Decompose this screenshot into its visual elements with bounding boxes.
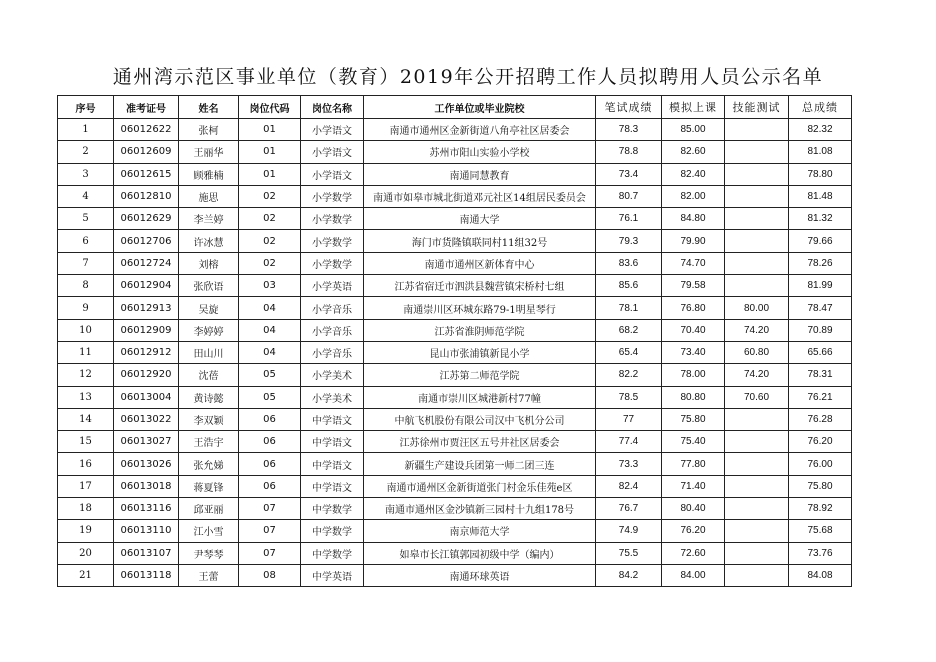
cell-seq: 13 [58,386,114,408]
roster-table [57,95,852,587]
cell-seq: 10 [58,319,114,341]
cell-seq: 15 [58,431,114,453]
cell-written-score: 78.8 [596,141,662,163]
cell-skill-test [725,230,789,252]
cell-mock-lesson: 84.00 [662,564,725,586]
cell-total-score: 82.32 [789,119,852,141]
cell-written-score: 79.3 [596,230,662,252]
cell-seq: 16 [58,453,114,475]
cell-workplace: 江苏省淮阴师范学院 [364,319,596,341]
cell-written-score: 85.6 [596,275,662,297]
cell-exam-no: 06012913 [114,297,179,319]
roster-body [58,119,852,587]
cell-post-code: 01 [239,141,301,163]
cell-exam-no: 06012724 [114,252,179,274]
cell-exam-no: 06013116 [114,498,179,520]
cell-total-score: 76.20 [789,431,852,453]
header-mock-lesson: 模拟上课 [662,96,725,119]
cell-written-score: 68.2 [596,319,662,341]
cell-workplace: 江苏省宿迁市泗洪县魏营镇宋桥村七组 [364,275,596,297]
table-row [58,364,852,386]
cell-total-score: 84.08 [789,564,852,586]
cell-written-score: 78.1 [596,297,662,319]
table-row [58,297,852,319]
cell-seq: 14 [58,408,114,430]
cell-name: 刘榕 [179,252,239,274]
cell-mock-lesson: 84.80 [662,208,725,230]
cell-total-score: 78.47 [789,297,852,319]
table-row [58,185,852,207]
cell-mock-lesson: 73.40 [662,341,725,363]
cell-workplace: 南通崇川区环城东路79-1明星琴行 [364,297,596,319]
cell-seq: 5 [58,208,114,230]
cell-post-code: 08 [239,564,301,586]
cell-written-score: 84.2 [596,564,662,586]
table-row [58,408,852,430]
cell-name: 李兰婷 [179,208,239,230]
cell-exam-no: 06013018 [114,475,179,497]
cell-name: 王丽华 [179,141,239,163]
cell-skill-test [725,520,789,542]
cell-exam-no: 06012912 [114,341,179,363]
cell-skill-test [725,475,789,497]
cell-post-name: 小学数学 [301,185,364,207]
cell-mock-lesson: 82.00 [662,185,725,207]
cell-exam-no: 06012904 [114,275,179,297]
cell-written-score: 77.4 [596,431,662,453]
cell-post-name: 中学语文 [301,475,364,497]
cell-post-name: 小学美术 [301,386,364,408]
cell-name: 邱亚丽 [179,498,239,520]
cell-mock-lesson: 77.80 [662,453,725,475]
cell-post-name: 中学语文 [301,453,364,475]
cell-total-score: 75.80 [789,475,852,497]
table-row [58,275,852,297]
table-row [58,230,852,252]
header-skill-test: 技能测试 [725,96,789,119]
cell-workplace: 南通市通州区金沙镇新三园村十九组178号 [364,498,596,520]
cell-name: 吴旋 [179,297,239,319]
cell-total-score: 73.76 [789,542,852,564]
table-row [58,119,852,141]
cell-post-name: 中学数学 [301,498,364,520]
cell-written-score: 75.5 [596,542,662,564]
cell-total-score: 78.26 [789,252,852,274]
cell-post-name: 小学音乐 [301,319,364,341]
cell-name: 尹琴琴 [179,542,239,564]
cell-workplace: 昆山市张浦镇新昆小学 [364,341,596,363]
cell-exam-no: 06013118 [114,564,179,586]
cell-name: 张允娣 [179,453,239,475]
cell-exam-no: 06013110 [114,520,179,542]
cell-skill-test [725,498,789,520]
cell-post-name: 小学数学 [301,252,364,274]
cell-name: 李婷婷 [179,319,239,341]
table-row [58,208,852,230]
cell-exam-no: 06012615 [114,163,179,185]
cell-post-name: 中学语文 [301,431,364,453]
cell-name: 王蕾 [179,564,239,586]
cell-workplace: 南通同慧教育 [364,163,596,185]
cell-post-code: 02 [239,252,301,274]
cell-post-code: 03 [239,275,301,297]
cell-total-score: 78.80 [789,163,852,185]
cell-name: 蒋夏锋 [179,475,239,497]
cell-mock-lesson: 85.00 [662,119,725,141]
cell-post-name: 中学数学 [301,520,364,542]
cell-written-score: 80.7 [596,185,662,207]
table-row [58,498,852,520]
cell-workplace: 中航飞机股份有限公司汉中飞机分公司 [364,408,596,430]
cell-post-name: 小学音乐 [301,297,364,319]
cell-written-score: 76.7 [596,498,662,520]
cell-workplace: 如皋市长江镇郭园初级中学（编内） [364,542,596,564]
cell-seq: 11 [58,341,114,363]
cell-mock-lesson: 76.80 [662,297,725,319]
cell-written-score: 83.6 [596,252,662,274]
cell-skill-test [725,185,789,207]
cell-post-name: 中学英语 [301,564,364,586]
table-row [58,431,852,453]
cell-workplace: 江苏徐州市贾汪区五号井社区居委会 [364,431,596,453]
cell-mock-lesson: 75.40 [662,431,725,453]
cell-written-score: 78.3 [596,119,662,141]
cell-seq: 8 [58,275,114,297]
cell-skill-test [725,542,789,564]
cell-mock-lesson: 82.60 [662,141,725,163]
cell-post-code: 07 [239,498,301,520]
cell-post-code: 06 [239,431,301,453]
cell-total-score: 75.68 [789,520,852,542]
table-row [58,141,852,163]
cell-exam-no: 06013022 [114,408,179,430]
cell-seq: 7 [58,252,114,274]
cell-total-score: 76.21 [789,386,852,408]
cell-post-name: 小学语文 [301,163,364,185]
cell-total-score: 78.31 [789,364,852,386]
cell-seq: 18 [58,498,114,520]
cell-mock-lesson: 76.20 [662,520,725,542]
cell-skill-test: 70.60 [725,386,789,408]
cell-seq: 19 [58,520,114,542]
header-row [58,96,852,119]
cell-exam-no: 06013004 [114,386,179,408]
cell-workplace: 海门市货隆镇联同村11组32号 [364,230,596,252]
header-post-code: 岗位代码 [239,96,301,119]
cell-total-score: 76.00 [789,453,852,475]
cell-workplace: 南京师范大学 [364,520,596,542]
cell-post-code: 05 [239,364,301,386]
cell-mock-lesson: 70.40 [662,319,725,341]
header-name: 姓名 [179,96,239,119]
header-workplace: 工作单位或毕业院校 [364,96,596,119]
cell-skill-test [725,275,789,297]
cell-name: 江小雪 [179,520,239,542]
cell-workplace: 南通市如皋市城北街道邓元社区14组居民委员会 [364,185,596,207]
cell-post-name: 小学英语 [301,275,364,297]
cell-workplace: 江苏第二师范学院 [364,364,596,386]
cell-exam-no: 06012609 [114,141,179,163]
cell-written-score: 76.1 [596,208,662,230]
header-written-score: 笔试成绩 [596,96,662,119]
cell-total-score: 78.92 [789,498,852,520]
cell-post-code: 01 [239,163,301,185]
cell-post-name: 小学数学 [301,230,364,252]
cell-total-score: 81.99 [789,275,852,297]
page-title: 通州湾示范区事业单位（教育）2019年公开招聘工作人员拟聘用人员公示名单 [112,66,824,88]
cell-post-code: 06 [239,408,301,430]
cell-post-code: 02 [239,185,301,207]
cell-name: 张欣语 [179,275,239,297]
cell-workplace: 苏州市阳山实验小学校 [364,141,596,163]
cell-exam-no: 06012622 [114,119,179,141]
cell-skill-test [725,431,789,453]
cell-seq: 9 [58,297,114,319]
cell-exam-no: 06012629 [114,208,179,230]
table-row [58,542,852,564]
cell-name: 施思 [179,185,239,207]
cell-total-score: 76.28 [789,408,852,430]
header-exam-no: 准考证号 [114,96,179,119]
cell-post-code: 06 [239,475,301,497]
cell-post-name: 中学语文 [301,408,364,430]
table-row [58,386,852,408]
cell-post-name: 中学数学 [301,542,364,564]
cell-mock-lesson: 80.40 [662,498,725,520]
cell-seq: 2 [58,141,114,163]
cell-seq: 12 [58,364,114,386]
cell-mock-lesson: 79.58 [662,275,725,297]
table-row [58,319,852,341]
table-row [58,475,852,497]
cell-written-score: 77 [596,408,662,430]
cell-total-score: 81.08 [789,141,852,163]
cell-skill-test: 74.20 [725,319,789,341]
cell-name: 黄诗懿 [179,386,239,408]
cell-skill-test [725,252,789,274]
cell-post-code: 06 [239,453,301,475]
cell-seq: 1 [58,119,114,141]
cell-skill-test [725,564,789,586]
table-row [58,252,852,274]
cell-total-score: 81.32 [789,208,852,230]
cell-post-code: 02 [239,230,301,252]
cell-post-name: 小学语文 [301,141,364,163]
cell-post-name: 小学音乐 [301,341,364,363]
cell-workplace: 南通大学 [364,208,596,230]
cell-mock-lesson: 74.70 [662,252,725,274]
cell-post-code: 04 [239,297,301,319]
cell-name: 张柯 [179,119,239,141]
cell-post-name: 小学数学 [301,208,364,230]
cell-post-name: 小学美术 [301,364,364,386]
cell-seq: 6 [58,230,114,252]
cell-skill-test: 60.80 [725,341,789,363]
cell-skill-test [725,453,789,475]
header-seq: 序号 [58,96,114,119]
cell-workplace: 南通市通州区新体育中心 [364,252,596,274]
cell-name: 许冰慧 [179,230,239,252]
cell-seq: 21 [58,564,114,586]
cell-total-score: 70.89 [789,319,852,341]
cell-exam-no: 06012920 [114,364,179,386]
cell-exam-no: 06013027 [114,431,179,453]
table-row [58,564,852,586]
cell-written-score: 82.4 [596,475,662,497]
cell-name: 李双颖 [179,408,239,430]
cell-mock-lesson: 78.00 [662,364,725,386]
cell-post-code: 05 [239,386,301,408]
cell-total-score: 81.48 [789,185,852,207]
cell-skill-test [725,163,789,185]
cell-total-score: 79.66 [789,230,852,252]
cell-skill-test: 74.20 [725,364,789,386]
table-row [58,341,852,363]
cell-mock-lesson: 75.80 [662,408,725,430]
table-row [58,520,852,542]
cell-name: 王浩宇 [179,431,239,453]
cell-seq: 3 [58,163,114,185]
cell-name: 田山川 [179,341,239,363]
cell-written-score: 73.4 [596,163,662,185]
cell-written-score: 73.3 [596,453,662,475]
cell-mock-lesson: 72.60 [662,542,725,564]
cell-skill-test [725,408,789,430]
cell-mock-lesson: 71.40 [662,475,725,497]
cell-mock-lesson: 79.90 [662,230,725,252]
cell-written-score: 82.2 [596,364,662,386]
cell-written-score: 78.5 [596,386,662,408]
cell-post-code: 01 [239,119,301,141]
cell-exam-no: 06012706 [114,230,179,252]
header-total-score: 总成绩 [789,96,852,119]
cell-seq: 17 [58,475,114,497]
cell-name: 顾雅楠 [179,163,239,185]
cell-workplace: 南通市通州区金新街道八角亭社区居委会 [364,119,596,141]
table-row [58,453,852,475]
cell-skill-test: 80.00 [725,297,789,319]
cell-seq: 4 [58,185,114,207]
cell-exam-no: 06013107 [114,542,179,564]
header-post-name: 岗位名称 [301,96,364,119]
cell-workplace: 南通市通州区金新街道张门村金乐佳苑e区 [364,475,596,497]
cell-written-score: 74.9 [596,520,662,542]
cell-post-code: 04 [239,319,301,341]
cell-exam-no: 06013026 [114,453,179,475]
table-row [58,163,852,185]
cell-workplace: 南通市崇川区城港新村77幢 [364,386,596,408]
cell-workplace: 南通环球英语 [364,564,596,586]
cell-name: 沈蓓 [179,364,239,386]
cell-post-code: 04 [239,341,301,363]
cell-post-name: 小学语文 [301,119,364,141]
cell-post-code: 07 [239,542,301,564]
cell-written-score: 65.4 [596,341,662,363]
cell-post-code: 07 [239,520,301,542]
cell-skill-test [725,208,789,230]
cell-workplace: 新疆生产建设兵团第一师二团三连 [364,453,596,475]
cell-mock-lesson: 80.80 [662,386,725,408]
cell-skill-test [725,119,789,141]
cell-mock-lesson: 82.40 [662,163,725,185]
cell-exam-no: 06012909 [114,319,179,341]
cell-post-code: 02 [239,208,301,230]
cell-seq: 20 [58,542,114,564]
cell-exam-no: 06012810 [114,185,179,207]
cell-total-score: 65.66 [789,341,852,363]
cell-skill-test [725,141,789,163]
